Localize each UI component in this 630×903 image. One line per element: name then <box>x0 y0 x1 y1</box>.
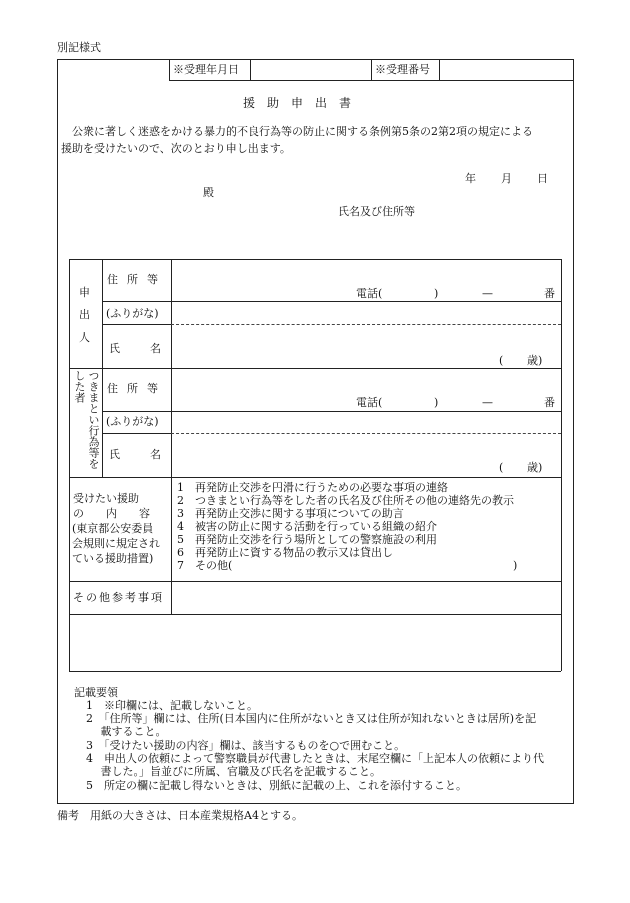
assistance-item-3[interactable]: 3 再発防止交渉に関する事項についての助言 <box>177 507 404 520</box>
form-title: 援 助 申 出 書 <box>243 96 352 110</box>
applicant-age-suffix: 歳) <box>527 354 543 367</box>
applicant-furigana-field[interactable] <box>176 304 556 322</box>
stalker-furigana-label: (ふりがな) <box>106 415 159 428</box>
applicant-label-2: 出 <box>79 308 90 321</box>
stalker-age-suffix: 歳) <box>527 461 543 474</box>
intro-line-1: 公衆に著しく迷惑をかける暴力的不良行為等の防止に関する条例第5条の2第2項の規定による <box>72 125 533 138</box>
applicant-furigana-label: (ふりがな) <box>106 307 159 320</box>
stalker-furigana-field[interactable] <box>176 414 556 431</box>
date-year: 年 <box>465 172 476 185</box>
assistance-item-4[interactable]: 4 被害の防止に関する活動を行っている組織の紹介 <box>177 520 437 533</box>
assistance-item-2[interactable]: 2 つきまとい行為等をした者の氏名及び住所その他の連絡先の教示 <box>177 494 514 507</box>
receipt-date-field[interactable] <box>253 63 367 77</box>
assistance-item-7-other[interactable]: 7 その他( <box>177 559 233 572</box>
assistance-other-close: ) <box>513 559 518 572</box>
intro-line-2: 援助を受けたいので、次のとおり申し出ます。 <box>61 142 291 155</box>
applicant-label-3: 人 <box>79 331 90 344</box>
receipt-date-label: ※受理年月日 <box>173 63 239 76</box>
remarks-blank-field[interactable] <box>74 618 556 668</box>
assistance-label-1: 受けたい援助 <box>73 492 139 505</box>
receipt-number-label: ※受理番号 <box>375 63 430 76</box>
applicant-address-label: 住所等 <box>107 273 167 286</box>
assistance-label-4: 会規則に規定され <box>72 537 160 550</box>
footer-note: 備考 用紙の大きさは、日本産業規格A4とする。 <box>57 809 303 822</box>
form-label: 別記様式 <box>57 41 101 54</box>
assistance-label-3: (東京都公安委員 <box>72 522 154 535</box>
applicant-phone-label: 電話( <box>356 287 383 300</box>
applicant-name-address-label: 氏名及び住所等 <box>338 205 415 218</box>
instruction-5: 5 所定の欄に記載し得ないときは、別紙に記載の上、これを添付すること。 <box>86 779 467 792</box>
addressee-suffix: 殿 <box>203 186 214 199</box>
stalker-phone-label: 電話( <box>356 396 383 409</box>
other-notes-field[interactable] <box>176 585 556 611</box>
applicant-name-label: 氏 名 <box>109 342 161 355</box>
instruction-2: 2 「住所等」欄には、住所(日本国内に住所がないとき又は住所が知れないときは居所)を記 <box>86 712 537 725</box>
stalker-label-main: つきまとい行為等を <box>87 370 100 469</box>
assistance-item-6[interactable]: 6 再発防止に資する物品の教示又は貸出し <box>177 546 393 559</box>
stalker-name-label: 氏 名 <box>109 448 161 461</box>
receipt-number-field[interactable] <box>442 63 570 77</box>
receipt-row-bottom <box>169 80 574 81</box>
instructions-heading: 記載要領 <box>74 686 118 699</box>
assistance-label-5: ている援助措置) <box>72 552 154 565</box>
assistance-item-1[interactable]: 1 再発防止交渉を円滑に行うための必要な事項の連絡 <box>177 481 448 494</box>
date-month: 月 <box>501 172 512 185</box>
instruction-1: 1 ※印欄には、記載しないこと。 <box>86 699 258 712</box>
applicant-label-1: 申 <box>79 286 90 299</box>
assistance-item-5[interactable]: 5 再発防止交渉を行う場所としての警察施設の利用 <box>177 533 437 546</box>
date-day: 日 <box>537 172 548 185</box>
form-frame <box>57 59 574 804</box>
instruction-4-cont: 書した。」旨並びに所属、官職及び氏名を記載すること。 <box>86 765 381 778</box>
stalker-label-sub: した者 <box>73 370 86 403</box>
instruction-2-cont: 載すること。 <box>86 725 167 738</box>
instruction-4: 4 申出人の依頼によって警察職員が代書したときは、末尾空欄に「上記本人の依頼により代 <box>86 752 544 765</box>
instruction-3: 3 「受けたい援助の内容」欄は、該当するものを○で囲むこと。 <box>86 739 406 752</box>
stalker-address-label: 住所等 <box>107 382 167 395</box>
other-notes-label: その他参考事項 <box>73 591 164 604</box>
assistance-label-2: の 内 容 <box>73 507 150 520</box>
